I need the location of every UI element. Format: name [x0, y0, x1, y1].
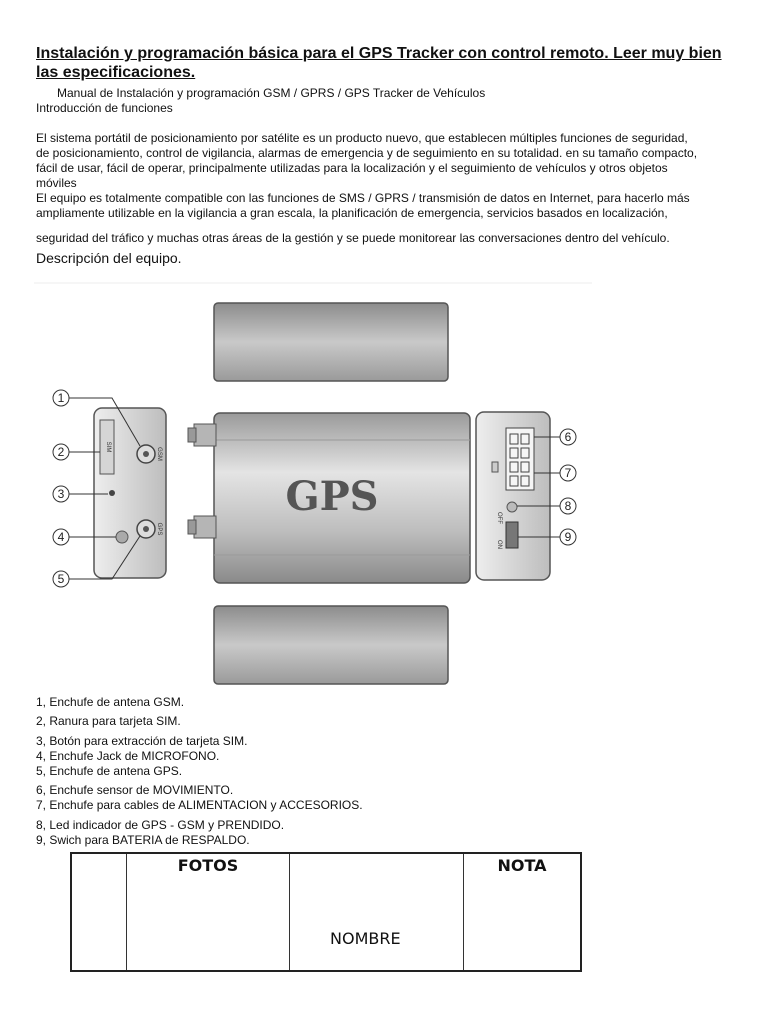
backup-battery-switch — [506, 522, 518, 548]
list-item: 8, Led indicador de GPS - GSM y PRENDIDO. — [36, 818, 285, 832]
gps-logo: GPS — [285, 473, 379, 520]
list-item: 2, Ranura para tarjeta SIM. — [36, 714, 181, 728]
paragraph-line: fácil de usar, fácil de operar, principalmente utilizadas para la localización y el seguimiento de vehículos y otros objetos — [36, 161, 668, 175]
intro-heading: Introducción de funciones — [36, 101, 173, 115]
svg-text:3: 3 — [57, 487, 65, 501]
photo-table — [70, 852, 582, 972]
svg-text:6: 6 — [564, 430, 572, 444]
sim-eject-button — [109, 490, 115, 496]
paragraph-line: ampliamente utilizable en la vigilancia a gran escala, la planificación de emergencia, servicios basados en localización, — [36, 206, 668, 220]
svg-text:4: 4 — [57, 530, 65, 544]
list-item: 5, Enchufe de antena GPS. — [36, 764, 183, 778]
paragraph-line: El sistema portátil de posicionamiento por satélite es un producto nuevo, que establecen múltiples funciones de seguridad, — [36, 131, 688, 145]
description-heading: Descripción del equipo. — [36, 250, 182, 266]
switch-on-label: ON — [496, 540, 502, 549]
list-item: 3, Botón para extracción de tarjeta SIM. — [36, 734, 248, 748]
left-end-panel — [94, 408, 166, 578]
switch-off-label: OFF — [496, 512, 502, 524]
list-item: 7, Enchufe para cables de ALIMENTACION y ACCESORIOS. — [36, 798, 363, 812]
bottom-lid — [214, 606, 448, 684]
paragraph-line: móviles — [36, 176, 77, 190]
sim-label: SIM — [105, 441, 111, 453]
document-subtitle: Manual de Instalación y programación GSM / GPRS / GPS Tracker de Vehículos — [57, 86, 486, 100]
document-title: Instalación y programación básica para el GPS Tracker con control remoto. Leer muy bien las especificaciones. — [36, 45, 722, 81]
gps-socket-label: GPS — [156, 522, 162, 536]
list-item: 9, Swich para BATERIA de RESPALDO. — [36, 833, 250, 847]
svg-text:2: 2 — [57, 445, 65, 459]
status-led — [507, 502, 517, 512]
callout-2 — [53, 444, 100, 460]
nombre-label: NOMBRE — [290, 853, 464, 971]
svg-text:5: 5 — [57, 572, 65, 586]
svg-text:7: 7 — [564, 466, 572, 480]
list-item: 1, Enchufe de antena GSM. — [36, 695, 185, 709]
svg-text:9: 9 — [564, 530, 572, 544]
top-lid — [214, 303, 448, 381]
table-cell-blank — [71, 853, 127, 971]
antenna-connectors — [188, 424, 216, 538]
paragraph-line: de posicionamiento, control de vigilancia, alarmas de emergencia y de seguimiento en su totalidad. en su tamaño compacto, — [36, 146, 698, 160]
device-diagram — [0, 270, 768, 700]
motion-sensor-socket — [492, 462, 498, 472]
svg-text:1: 1 — [57, 391, 65, 405]
list-item: 4, Enchufe Jack de MICROFONO. — [36, 749, 220, 763]
nota-header: NOTA — [464, 853, 582, 971]
gps-body — [214, 413, 470, 583]
gsm-label: GSM — [156, 447, 162, 461]
svg-text:8: 8 — [564, 499, 572, 513]
paragraph-line: El equipo es totalmente compatible con las funciones de SMS / GPRS / transmisión de datos en Internet, para hacerlo más — [36, 191, 690, 205]
intro-paragraph — [36, 131, 736, 221]
intro-paragraph-end: seguridad del tráfico y muchas otras áreas de la gestión y se puede monitorear las conversaciones dentro del vehículo. — [36, 231, 670, 245]
mic-jack — [116, 531, 128, 543]
fotos-header: FOTOS — [127, 853, 290, 971]
list-item: 6, Enchufe sensor de MOVIMIENTO. — [36, 783, 234, 797]
